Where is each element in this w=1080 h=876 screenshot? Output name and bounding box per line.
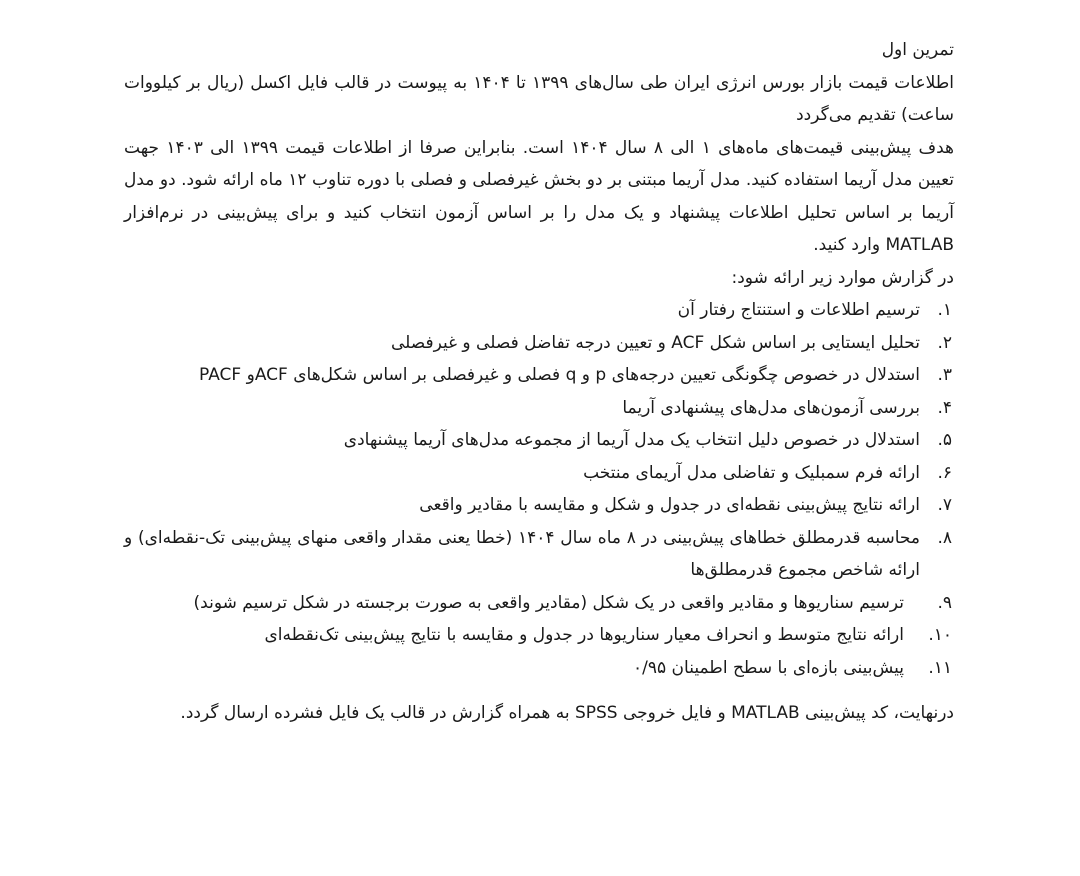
report-intro: در گزارش موارد زیر ارائه شود: — [731, 267, 954, 288]
list-item — [124, 522, 954, 587]
list-item-number: ۹. — [937, 592, 952, 613]
list-item — [124, 489, 954, 522]
list-item-text: ترسیم سناریوها و مقادیر واقعی در یک شکل (مقادیر واقعی به صورت برجسته در شکل ترسیم شوند) — [193, 592, 904, 613]
document-title: تمرین اول — [881, 40, 954, 60]
list-item-number: ۱. — [937, 300, 952, 320]
objective-paragraph: هدف پیش‌بینی قیمت‌های ماه‌های ۱ الی ۸ سال ۱۴۰۴ است. بنابراین صرفا از اطلاعات قیمت ۱۳۹۹ الی ۱۴۰۳ جهت تعیین مدل آریما استفاده کنید. مدل آریما مبتنی بر دو بخش غیرفصلی و فصلی با دوره تناوب ۱۲ ماه ارائه شود. دو مدل آریما بر اساس تحلیل اطلاعات پیشنهاد و یک مدل را بر اساس آزمون انتخاب کنید و برای پیش‌بینی در نرم‌افزار MATLAB وارد کنید. — [124, 137, 954, 255]
list-item — [124, 619, 954, 652]
list-item-number: ۵. — [937, 430, 952, 450]
list-item-text: تحلیل ایستایی بر اساس شکل ACF و تعیین درجه تفاضل فصلی و غیرفصلی — [390, 332, 920, 353]
list-item-text: ارائه نتایج متوسط و انحراف معیار سناریوها در جدول و مقایسه با نتایج پیش‌بینی تک‌نقطه‌ای — [264, 625, 904, 645]
list-item-number: ۳. — [937, 365, 952, 385]
list-item-number: ۷. — [937, 495, 952, 515]
list-item-text: محاسبه قدرمطلق خطاهای پیش‌بینی در ۸ ماه سال ۱۴۰۴ (خطا یعنی مقدار واقعی منهای پیش‌بینی تک-نقطه‌ای) و ارائه شاخص مجموع قدرمطلق‌ها — [124, 527, 920, 580]
intro-paragraph: اطلاعات قیمت بازار بورس انرژی ایران طی سال‌های ۱۳۹۹ تا ۱۴۰۴ به پیوست در قالب فایل اکسل (ریال بر کیلووات ساعت) تقدیم می‌گردد — [124, 72, 955, 125]
list-item-number: ۸. — [937, 527, 952, 548]
list-item — [124, 652, 954, 685]
list-item-text: ارائه فرم سمبلیک و تفاضلی مدل آریمای منتخب — [583, 462, 920, 483]
list-item-number: ۱۱. — [928, 657, 952, 678]
list-item — [124, 327, 954, 360]
list-item-number: ۴. — [937, 397, 952, 418]
list-item — [124, 457, 954, 490]
document-page — [124, 34, 954, 730]
list-item-number: ۶. — [937, 462, 952, 483]
list-item-text: بررسی آزمون‌های مدل‌های پیشنهادی آریما — [622, 397, 920, 418]
list-item-number: ۲. — [937, 332, 952, 353]
list-item-text: ارائه نتایج پیش‌بینی نقطه‌ای در جدول و شکل و مقایسه با مقادیر واقعی — [419, 495, 920, 515]
list-item-text: پیش‌بینی بازه‌ای با سطح اطمینان ۰/۹۵ — [633, 657, 904, 678]
list-item — [124, 587, 954, 620]
list-item-text: استدلال در خصوص چگونگی تعیین درجه‌های p و q فصلی و غیرفصلی بر اساس شکل‌های ACFو PACF — [199, 365, 920, 385]
requirements-list — [124, 294, 954, 684]
list-item — [124, 392, 954, 425]
closing-paragraph: درنهایت، کد پیش‌بینی MATLAB و فایل خروجی SPSS به همراه گزارش در قالب یک فایل فشرده ارسال گردد. — [180, 703, 954, 723]
list-item — [124, 424, 954, 457]
list-item — [124, 359, 954, 392]
list-item-text: استدلال در خصوص دلیل انتخاب یک مدل آریما از مجموعه مدل‌های آریما پیشنهادی — [343, 430, 920, 450]
list-item-text: ترسیم اطلاعات و استنتاج رفتار آن — [677, 300, 920, 320]
list-item-number: ۱۰. — [928, 625, 952, 645]
list-item — [124, 294, 954, 327]
